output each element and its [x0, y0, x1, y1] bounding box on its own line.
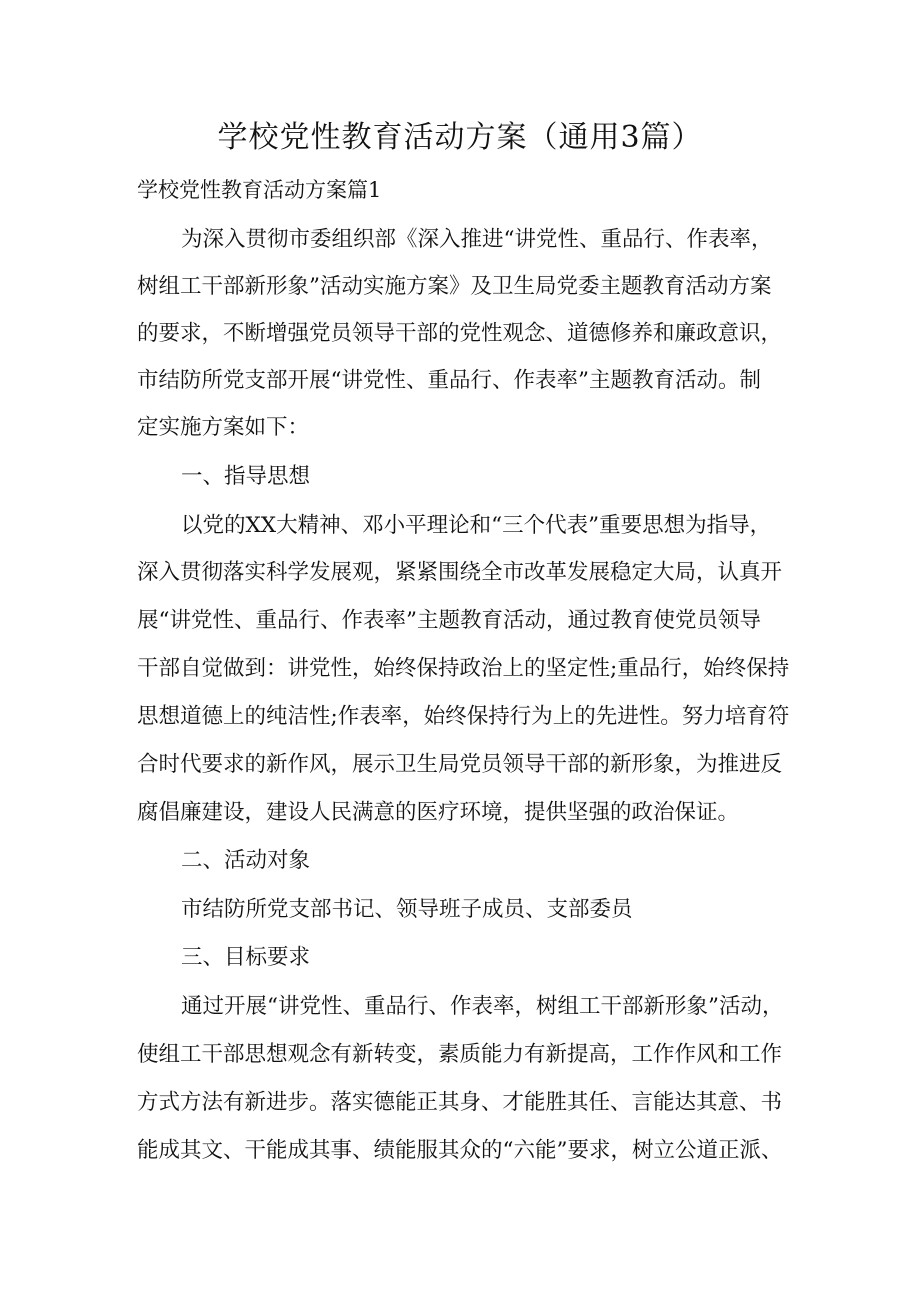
paragraph-line: 深入贯彻落实科学发展观，紧紧围绕全市改革发展稳定大局，认真开: [137, 560, 783, 585]
paragraph-line: 方式方法有新进步。落实德能正其身、才能胜其任、言能达其意、书: [137, 1090, 783, 1115]
paragraph-line: 合时代要求的新作风，展示卫生局党员领导干部的新形象，为推进反: [137, 752, 783, 777]
section-heading: 二、活动对象: [181, 848, 311, 873]
paragraph-line: 腐倡廉建设，建设人民满意的医疗环境，提供坚强的政治保证。: [137, 800, 740, 825]
paragraph-line: 树组工干部新形象”活动实施方案》及卫生局党委主题教育活动方案: [137, 274, 772, 299]
paragraph-line: 干部自觉做到：讲党性，始终保持政治上的坚定性;重品行，始终保持: [137, 656, 790, 681]
paragraph-line: 市结防所党支部书记、领导班子成员、支部委员: [181, 897, 633, 922]
paragraph-line: 通过开展“讲党性、重品行、作表率，树组工干部新形象”活动，: [181, 994, 784, 1019]
section-heading: 一、指导思想: [181, 464, 311, 489]
section-heading: 三、目标要求: [181, 945, 311, 970]
paragraph-line: 为深入贯彻市委组织部《深入推进“讲党性、重品行、作表率，: [181, 227, 773, 252]
paragraph-line: 能成其文、干能成其事、绩能服其众的“六能”要求，树立公道正派、: [137, 1138, 783, 1163]
paragraph-line: 以党的XX大精神、邓小平理论和“三个代表”重要思想为指导，: [181, 513, 772, 538]
paragraph-line: 的要求，不断增强党员领导干部的党性观念、道德修养和廉政意识，: [137, 321, 783, 346]
paragraph-line: 思想道德上的纯洁性;作表率，始终保持行为上的先进性。努力培育符: [137, 704, 790, 729]
paragraph-line: 使组工干部思想观念有新转变，素质能力有新提高，工作作风和工作: [137, 1042, 783, 1067]
document-title: 学校党性教育活动方案（通用3篇）: [217, 120, 703, 155]
paragraph-line: 定实施方案如下：: [137, 415, 310, 440]
paragraph-line: 市结防所党支部开展“讲党性、重品行、作表率”主题教育活动。制: [137, 368, 761, 393]
paragraph-line: 展“讲党性、重品行、作表率”主题教育活动，通过教育使党员领导: [137, 608, 761, 633]
section-subtitle: 学校党性教育活动方案篇1: [137, 178, 382, 202]
